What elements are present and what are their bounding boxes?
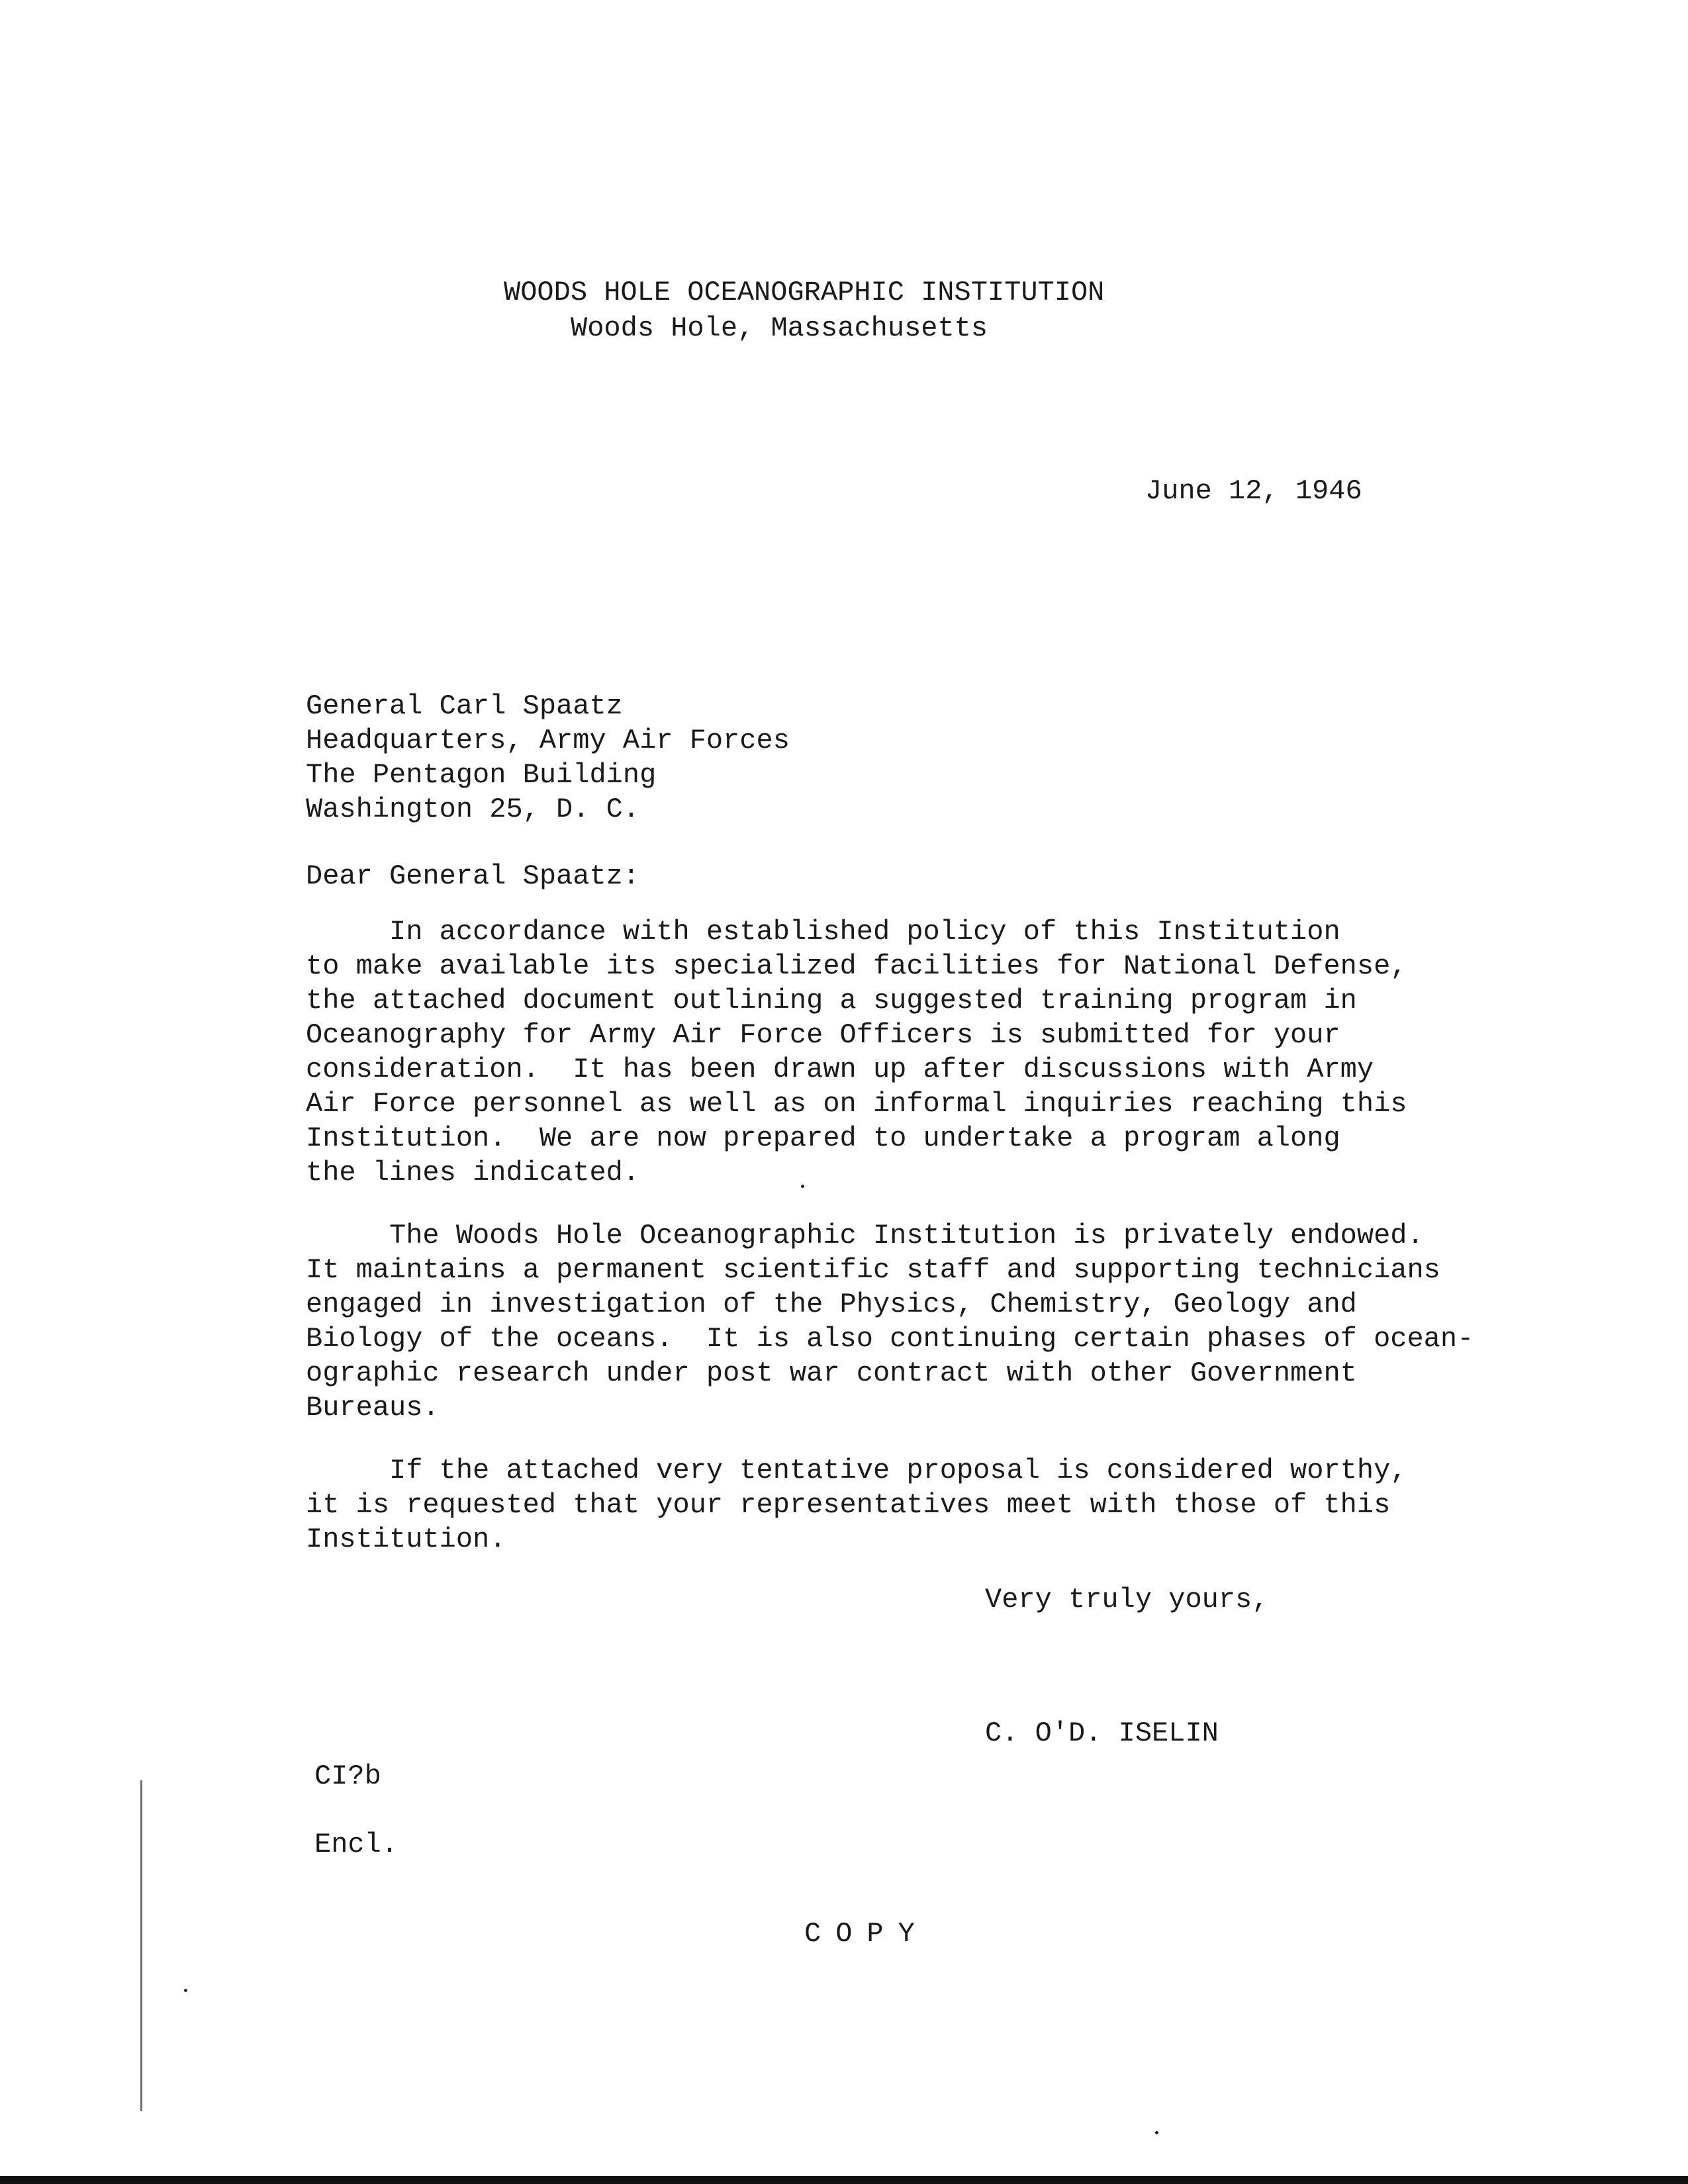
salutation: Dear General Spaatz: [306, 860, 640, 892]
enclosure-note: Encl. [314, 1829, 399, 1860]
text-line: Bureaus. [306, 1392, 440, 1424]
scan-speck [184, 1989, 187, 1992]
text-line: Air Force personnel as well as on informal inquiries reaching this [306, 1088, 1407, 1120]
text-line: Biology of the oceans. It is also continuing certain phases of ocean- [306, 1323, 1474, 1355]
text-line: it is requested that your representatives meet with those of this [306, 1489, 1391, 1521]
copy-mark: COPY [804, 1918, 929, 1950]
scan-speck [1155, 2131, 1158, 2134]
text-line: Institution. [306, 1524, 506, 1555]
paragraph-2 [306, 1218, 1474, 1425]
text-line: to make available its specialized facilities for National Defense, [306, 950, 1407, 982]
text-line: If the attached very tentative proposal is considered worthy, [306, 1455, 1407, 1486]
recipient-address [306, 690, 790, 827]
address-line: Headquarters, Army Air Forces [306, 725, 790, 756]
signature-name: C. O'D. ISELIN [985, 1717, 1219, 1749]
scan-speck [801, 1185, 804, 1188]
text-line: It maintains a permanent scientific staff and supporting technicians [306, 1254, 1440, 1286]
paragraph-1 [306, 915, 1407, 1190]
scan-bottom-border [0, 2176, 1688, 2184]
text-line: engaged in investigation of the Physics, Chemistry, Geology and [306, 1289, 1357, 1320]
text-line: The Woods Hole Oceanographic Institution is privately endowed. [306, 1220, 1424, 1251]
typist-initials: CI?b [314, 1760, 381, 1792]
text-line: ographic research under post war contract with other Government [306, 1357, 1357, 1389]
text-line: the attached document outlining a suggested training program in [306, 985, 1357, 1017]
text-line: Institution. We are now prepared to undertake a program along [306, 1122, 1340, 1154]
address-line: Washington 25, D. C. [306, 794, 640, 825]
paragraph-3 [306, 1453, 1407, 1557]
text-line: consideration. It has been drawn up after discussions with Army [306, 1054, 1374, 1085]
letterhead-location: Woods Hole, Massachusetts [571, 312, 988, 344]
letter-date: June 12, 1946 [1145, 475, 1362, 507]
scan-edge-mark [140, 1780, 142, 2111]
text-line: In accordance with established policy of this Institution [306, 916, 1340, 948]
text-line: the lines indicated. [306, 1157, 640, 1189]
address-line: General Carl Spaatz [306, 690, 623, 722]
letterhead-org: WOODS HOLE OCEANOGRAPHIC INSTITUTION [504, 277, 1105, 308]
address-line: The Pentagon Building [306, 759, 657, 791]
text-line: Oceanography for Army Air Force Officers is submitted for your [306, 1019, 1340, 1051]
closing: Very truly yours, [985, 1584, 1269, 1615]
